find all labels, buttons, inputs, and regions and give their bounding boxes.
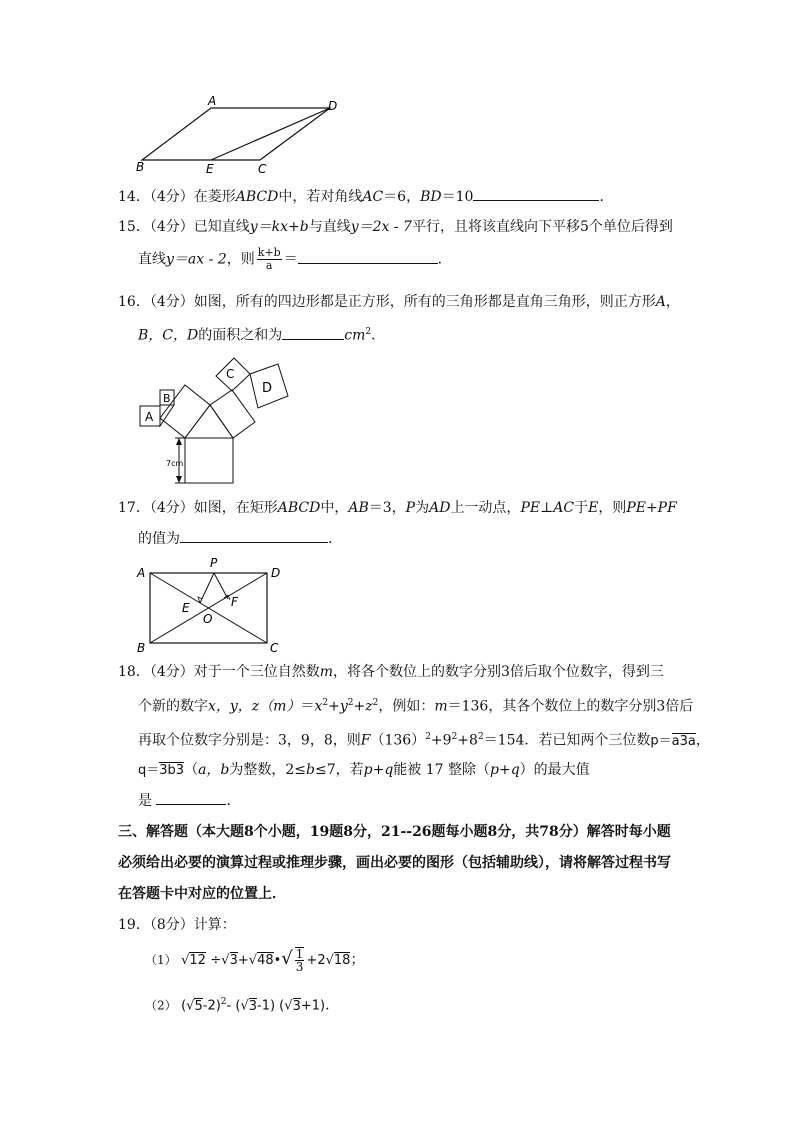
- question-14: 14．（4分）在菱形ABCD中，若对角线AC＝6，BD＝10 ．: [118, 186, 613, 207]
- question-18-line5: 是 ．: [138, 790, 240, 811]
- question-17-line2: 的值为 ．: [138, 528, 342, 549]
- label-D: D: [262, 381, 273, 396]
- label-C: C: [226, 367, 235, 381]
- question-17-line1: 17．（4分）如图，在矩形ABCD中，AB＝3，P为AD上一动点，PE⊥AC于E，则PE+PF: [118, 500, 677, 516]
- section-heading-line3: 在答题卡中对应的位置上．: [118, 886, 286, 902]
- label-C: C: [270, 641, 279, 654]
- question-15-line2: 直线y＝ax - 2，则 $\frac{k+b}{a}$ ＝ ．: [138, 246, 452, 272]
- label-D: D: [328, 99, 338, 113]
- label-O: O: [203, 612, 213, 626]
- question-16-line2: B，C，D的面积之和为 $cm^2$．: [138, 322, 385, 346]
- question-18-line2: 个新的数字x，y，$z(m)=x^2+y^2+z^2$，例如：m＝136，其各个数位上的数字分别3倍后: [138, 698, 694, 715]
- question-19-part2: （2） $(√5-2)^2-$ (√3-1) (√3+1)．: [145, 997, 340, 1014]
- rectangle-figure: [132, 554, 292, 654]
- answer-blank[interactable]: [156, 790, 226, 805]
- dimension-label: 7cm: [166, 459, 184, 468]
- parallelogram-figure: [130, 95, 350, 177]
- question-18-line3: 再取个位数字分别是：3，9，8，则$F(136)^2+9^2+8^2=154$．若已知两个三位数p＝a3a，: [138, 732, 710, 749]
- question-18-line1: 18．（4分）对于一个三位自然数m，将各个数位上的数字分别3倍后取个位数字，得到三: [118, 664, 664, 680]
- question-18-line4: q＝3b3（a，b为整数，2≤b≤7，若p+q能被 17 整除（p+q）的最大值: [138, 762, 590, 778]
- label-P: P: [210, 556, 218, 570]
- question-19-title: 19．（8分）计算：: [118, 917, 236, 933]
- label-D: D: [271, 566, 281, 580]
- label-E: E: [206, 162, 214, 176]
- label-A: A: [145, 410, 154, 424]
- label-C: C: [258, 162, 267, 176]
- question-16-line1: 16．（4分）如图，所有的四边形都是正方形，所有的三角形都是直角三角形，则正方形A，: [118, 294, 680, 310]
- answer-blank[interactable]: [282, 325, 344, 340]
- question-19-part1: （1） √12 ÷√3+√48•√ $\frac{1}{3}$ +2√18；: [145, 947, 365, 974]
- answer-blank[interactable]: [298, 249, 438, 264]
- fraction: $\frac{k+b}{a}$: [257, 246, 281, 272]
- label-F: F: [231, 595, 238, 609]
- label-B: B: [137, 641, 146, 654]
- squares-figure: [130, 350, 300, 490]
- question-15-line1: 15．（4分）已知直线y＝kx+b与直线y＝2x - 7平行，且将该直线向下平移5个单位后得到: [118, 219, 673, 235]
- label-A: A: [137, 566, 146, 580]
- label-A: A: [208, 95, 217, 108]
- answer-blank[interactable]: [473, 186, 599, 201]
- section-heading-line2: 必须给出必要的演算过程或推理步骤，画出必要的图形（包括辅助线），请将解答过程书写: [118, 855, 671, 871]
- label-E: E: [182, 601, 190, 615]
- answer-blank[interactable]: [180, 528, 328, 543]
- section-heading-line1: 三、解答题（本大题8个小题，19题8分，21--26题每小题8分，共78分）解答时每小题: [118, 824, 671, 840]
- label-B: B: [136, 160, 145, 174]
- label-B: B: [163, 392, 171, 405]
